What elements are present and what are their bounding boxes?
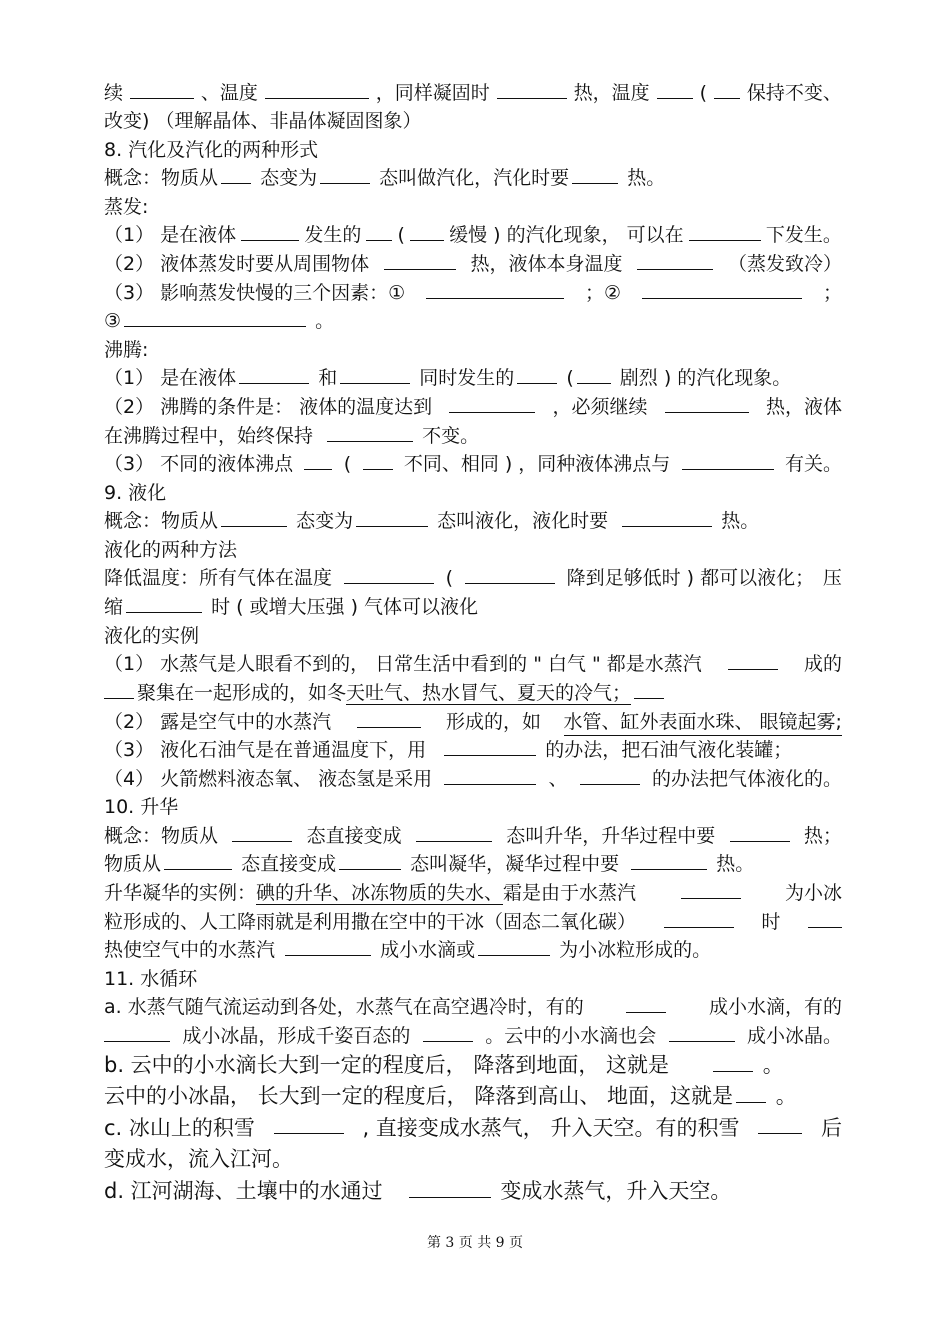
text-line: （4） 火箭燃料液态氧、 液态氢是采用 、 的办法把气体液化的。: [104, 768, 842, 790]
blank: [808, 909, 842, 928]
blank: [241, 222, 299, 241]
blank: [669, 1023, 735, 1042]
blank: [416, 823, 492, 842]
blank: [714, 80, 740, 99]
blank: [736, 1084, 766, 1103]
text-line: a. 水蒸气随气流运动到各处，水蒸气在高空遇冷时，有的 成小水滴，有的: [104, 996, 842, 1018]
blank: [444, 766, 536, 785]
blank: [728, 651, 778, 670]
blank: [104, 680, 134, 699]
blank: [657, 80, 693, 99]
blank: [221, 508, 287, 527]
blank: [572, 165, 618, 184]
blank: [497, 80, 567, 99]
blank: [423, 1023, 473, 1042]
blank: [327, 423, 413, 442]
blank: [682, 451, 774, 470]
blank: [285, 937, 371, 956]
text-line: 概念：物质从 态变为 态叫液化，液化时要 热。: [104, 510, 760, 532]
blank: [580, 766, 640, 785]
text-line: 聚集在一起形成的，如冬天吐气、热水冒气、夏天的冷气；: [104, 680, 667, 706]
text-line: 成小冰晶，形成千姿百态的 。云中的小水滴也会 成小冰晶。: [104, 1023, 842, 1049]
text-line: ③ 。: [104, 310, 335, 332]
text-line: （3） 不同的液体沸点 ( 不同、相同 ) ，同种液体沸点与 有关。: [104, 453, 842, 475]
text-line: c. 冰山上的积雪 , 直接变成水蒸气， 升入天空。有的积雪 后: [104, 1116, 842, 1140]
blank: [626, 994, 666, 1013]
blank: [356, 508, 428, 527]
text-line: 粒形成的、人工降雨就是利用撒在空中的干冰（固态二氧化碳） 时: [104, 909, 842, 935]
blank: [232, 823, 292, 842]
text-line: 改变) （理解晶体、非晶体凝固图象）: [104, 110, 422, 132]
blank: [681, 880, 741, 899]
page-footer: 第 3 页 共 9 页: [426, 1235, 524, 1251]
blank: [622, 508, 712, 527]
blank: [221, 165, 251, 184]
text-line: 云中的小冰晶， 长大到一定的程度后， 降落到高山、 地面，这就是 。: [104, 1084, 797, 1108]
blank: [409, 1179, 491, 1198]
blank: [366, 222, 392, 241]
blank: [517, 365, 557, 384]
text-line: 升华凝华的实例：碘的升华、冰冻物质的失水、霜是由于水蒸汽 为小冰: [104, 882, 842, 904]
section-heading: 11. 水循环: [104, 968, 198, 990]
blank: [664, 909, 734, 928]
blank: [426, 280, 564, 299]
text-line: 概念：物质从 态变为 态叫做汽化，汽化时要 热。: [104, 167, 666, 189]
blank: [357, 709, 421, 728]
blank: [126, 594, 202, 613]
blank: [410, 222, 444, 241]
text-line: （1） 是在液体 和 同时发生的 ( 剧烈 ) 的汽化现象。: [104, 367, 792, 389]
blank: [634, 680, 664, 699]
blank: [637, 251, 713, 270]
text-line: d. 江河湖海、土壤中的水通过 变成水蒸气，升入天空。: [104, 1179, 732, 1203]
text-line: （2） 沸腾的条件是： 液体的温度达到 ，必须继续 热，液体: [104, 396, 842, 418]
text-line: （1） 水蒸气是人眼看不到的， 日常生活中看到的 " 白气 " 都是水蒸汽 成的: [104, 653, 842, 675]
blank: [384, 251, 456, 270]
text-line: 液化的实例: [104, 625, 200, 647]
blank: [631, 851, 707, 870]
blank: [320, 165, 370, 184]
blank: [239, 365, 309, 384]
blank: [340, 365, 410, 384]
section-heading: 10. 升华: [104, 796, 179, 818]
blank: [465, 565, 555, 584]
blank: [444, 737, 536, 756]
text-line: （1） 是在液体 发生的 ( 缓慢 ) 的汽化现象， 可以在 下发生。: [104, 224, 842, 246]
text-line: （3） 液化石油气是在普通温度下，用 的办法，把石油气液化装罐；: [104, 739, 793, 761]
blank: [304, 451, 332, 470]
blank: [642, 280, 802, 299]
blank: [104, 1023, 170, 1042]
blank: [478, 937, 550, 956]
text-line: 变成水，流入江河。: [104, 1147, 293, 1171]
blank: [274, 1115, 344, 1134]
text-line: 沸腾:: [104, 339, 149, 361]
section-heading: 8. 汽化及汽化的两种形式: [104, 139, 319, 161]
text-line: （2） 液体蒸发时要从周围物体 热，液体本身温度 （蒸发致冷）: [104, 253, 842, 275]
text-line: 降低温度：所有气体在温度 ( 降到足够低时 ) 都可以液化； 压: [104, 567, 842, 589]
blank: [665, 394, 749, 413]
blank: [577, 365, 611, 384]
text-line: （2） 露是空气中的水蒸汽 形成的，如 水管、缸外表面水珠、 眼镜起雾;: [104, 709, 842, 736]
section-heading: 9. 液化: [104, 482, 167, 504]
text-line: （3） 影响蒸发快慢的三个因素：① ；② ；: [104, 282, 842, 304]
blank: [164, 851, 232, 870]
text-line: 蒸发:: [104, 196, 149, 218]
text-line: 物质从 态直接变成 态叫凝华，凝华过程中要 热。: [104, 853, 755, 875]
blank: [265, 80, 369, 99]
blank: [689, 222, 761, 241]
text-line: 热使空气中的水蒸汽 成小水滴或 为小冰粒形成的。: [104, 939, 712, 961]
text-line: 液化的两种方法: [104, 539, 238, 561]
blank: [363, 451, 393, 470]
blank: [713, 1053, 753, 1072]
blank: [124, 308, 306, 327]
blank: [730, 823, 790, 842]
blank: [339, 851, 401, 870]
blank: [344, 565, 434, 584]
blank: [130, 80, 194, 99]
blank: [758, 1115, 802, 1134]
text-line: b. 云中的小水滴长大到一定的程度后， 降落到地面， 这就是 。: [104, 1053, 784, 1077]
text-line: 概念：物质从 态直接变成 态叫升华，升华过程中要 热；: [104, 825, 842, 847]
blank: [449, 394, 535, 413]
text-line: 在沸腾过程中，始终保持 不变。: [104, 425, 480, 447]
text-line: 续 、温度 ，同样凝固时 热，温度 ( 保持不变、: [104, 82, 842, 104]
text-line: 缩 时 ( 或增大压强 ) 气体可以液化: [104, 596, 479, 618]
